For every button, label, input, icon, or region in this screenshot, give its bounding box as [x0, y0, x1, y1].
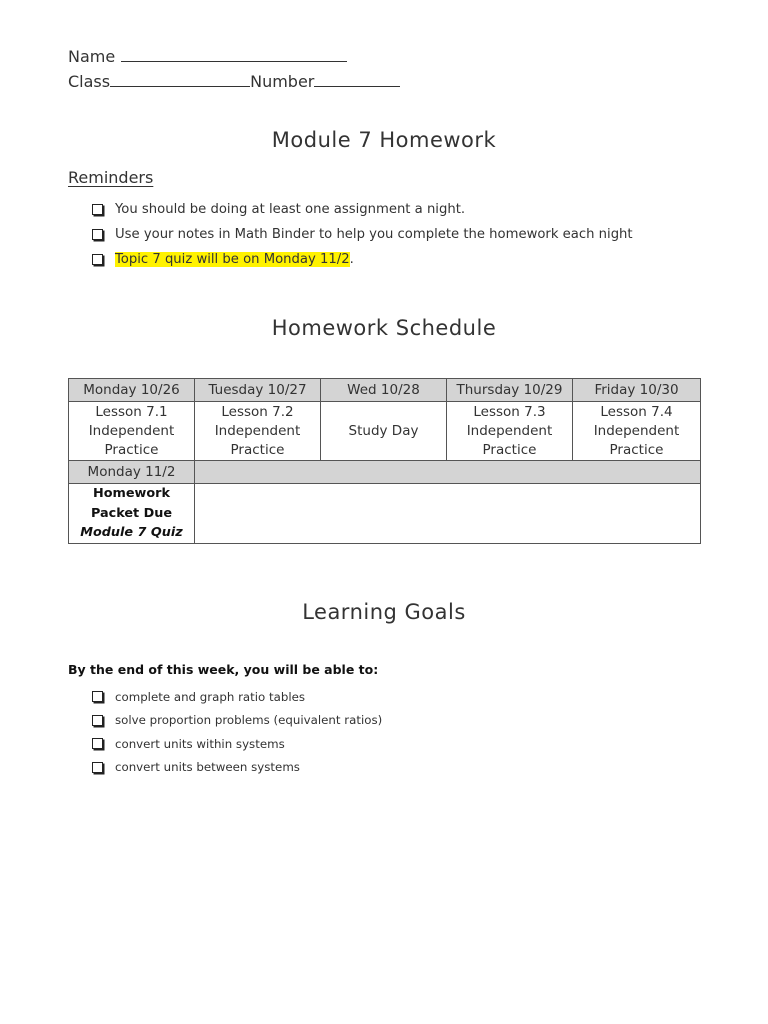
checkbox-icon [92, 715, 103, 726]
day-header: Thursday 10/29 [447, 379, 573, 402]
assignment-cell [195, 402, 321, 461]
cell-line: Practice [482, 441, 537, 458]
assignment-row [69, 402, 701, 461]
list-item [92, 197, 633, 222]
list-item [92, 247, 633, 272]
day-header: Friday 10/30 [573, 379, 701, 402]
class-number-line [68, 69, 400, 94]
assignment-cell [447, 402, 573, 461]
goal-text: solve proportion problems (equivalent ratios) [115, 713, 383, 728]
cell-line: Lesson 7.1 [95, 403, 168, 420]
list-item [92, 756, 382, 780]
list-item [92, 222, 633, 247]
checkbox-icon [92, 762, 103, 773]
goal-text: convert units within systems [115, 736, 285, 751]
reminders-list [92, 197, 633, 272]
cell-line: Practice [230, 441, 285, 458]
cell-line: Independent [466, 422, 553, 439]
student-info [68, 44, 400, 94]
number-label: Number [250, 72, 315, 91]
cell-line: Practice [609, 441, 664, 458]
day-header: Tuesday 10/27 [195, 379, 321, 402]
reminders-heading: Reminders [68, 168, 154, 187]
cell-line: Lesson 7.3 [473, 403, 546, 420]
cell-line: Packet Due [90, 505, 173, 521]
reminder-text: Use your notes in Math Binder to help you complete the homework each night [115, 227, 633, 242]
assignment-cell [321, 402, 447, 461]
highlighted-reminder: Topic 7 quiz will be on Monday 11/2 [115, 252, 350, 267]
due-cell [69, 484, 195, 544]
goals-list [92, 685, 382, 779]
assignment-cell [69, 402, 195, 461]
goal-text: complete and graph ratio tables [115, 689, 306, 704]
page-title: Module 7 Homework [271, 128, 497, 152]
list-item [92, 685, 382, 709]
day-header: Wed 10/28 [321, 379, 447, 402]
cell-line: Lesson 7.2 [221, 403, 294, 420]
second-week-header-row [69, 461, 701, 484]
empty-cell [195, 484, 701, 544]
reminder-period: . [349, 252, 354, 267]
name-blank[interactable] [121, 46, 347, 62]
schedule-title: Homework Schedule [271, 316, 497, 340]
checkbox-icon [92, 204, 103, 215]
reminder-text: You should be doing at least one assignment a night. [115, 202, 466, 217]
list-item [92, 732, 382, 756]
class-blank[interactable] [110, 71, 250, 87]
goals-intro: By the end of this week, you will be able to: [68, 662, 379, 677]
number-blank[interactable] [314, 71, 400, 87]
cell-line: Homework [93, 486, 170, 501]
cell-line: Independent [214, 422, 301, 439]
assignment-cell [573, 402, 701, 461]
name-line [68, 44, 400, 69]
checkbox-icon [92, 691, 103, 702]
cell-line: Practice [104, 441, 159, 458]
homework-schedule-table [68, 378, 701, 544]
goals-title: Learning Goals [302, 600, 466, 624]
checkbox-icon [92, 738, 103, 749]
due-row [69, 484, 701, 544]
cell-line: Study Day [348, 422, 419, 439]
checkbox-icon [92, 229, 103, 240]
name-label: Name [68, 47, 116, 66]
day-header-row [69, 379, 701, 402]
class-label: Class [68, 72, 111, 91]
cell-line: Lesson 7.4 [600, 403, 673, 420]
day-header: Monday 11/2 [69, 461, 195, 484]
quiz-label: Module 7 Quiz [80, 525, 183, 540]
cell-line: Independent [88, 422, 175, 439]
checkbox-icon [92, 254, 103, 265]
day-header: Monday 10/26 [69, 379, 195, 402]
cell-line: Independent [593, 422, 680, 439]
empty-header-cell [195, 461, 701, 484]
list-item [92, 709, 382, 733]
goal-text: convert units between systems [115, 760, 300, 775]
